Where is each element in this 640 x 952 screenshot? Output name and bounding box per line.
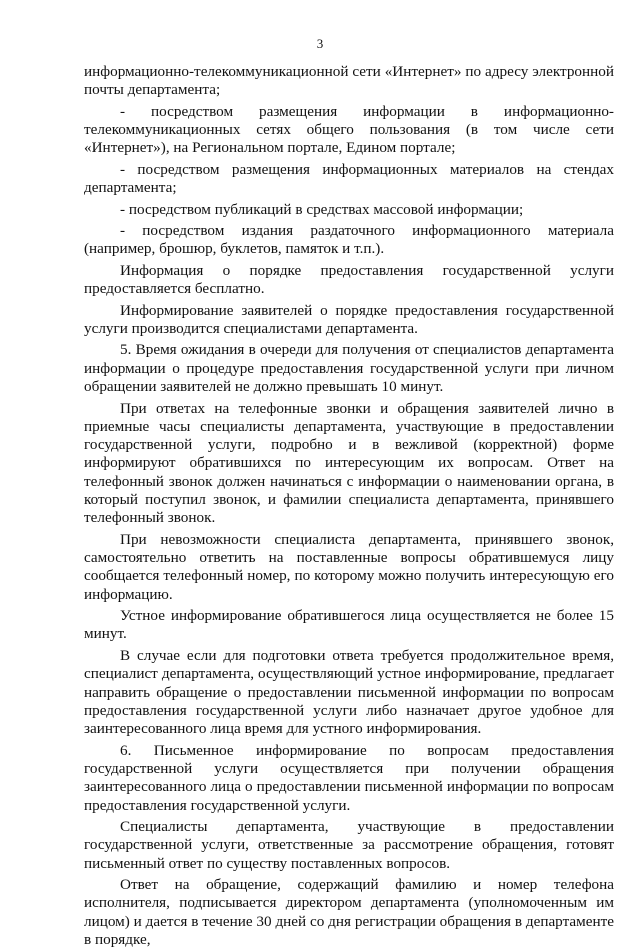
paragraph-bullet-stands: - посредством размещения информационных материалов на стендах департамента;	[84, 160, 614, 197]
paragraph-bullet-networks: - посредством размещения информации в информационно-телекоммуникационных сетях общего пользования (в том числе сети «Интернет»), на Региональном портале, Едином портале;	[84, 102, 614, 157]
paragraph-specialists-reply: Специалисты департамента, участвующие в предоставлении государственной услуги, ответственные за рассмотрение обращения, готовят письменный ответ по существу поставленных вопросов.	[84, 818, 614, 872]
paragraph-written-informing: 6. Письменное информирование по вопросам предоставления государственной услуги осуществляется при получении обращения заинтересованного лица о предоставлении письменной информации по вопросам предоставления государственной услуги.	[84, 741, 614, 814]
page-number: 3	[316, 36, 324, 51]
paragraph-internet-email: информационно-телекоммуникационной сети «Интернет» по адресу электронной почты департамента;	[84, 63, 614, 99]
paragraph-bullet-handouts: - посредством издания раздаточного информационного материала (например, брошюр, буклетов, памяток и т.п.).	[84, 222, 614, 258]
paragraph-oral-duration: Устное информирование обратившегося лица осуществляется не более 15 минут.	[84, 607, 614, 643]
paragraph-phone-answers: При ответах на телефонные звонки и обращения заявителей лично в приемные часы специалисты департамента, участвующие в предоставлении государственной услуги, подробно и в вежливой (корректной) форме информируют обратившихся по интересующим их вопросам. Ответ на телефонный звонок должен начинаться с информации о наименовании органа, в который поступил звонок, и фамилии специалиста департамента, принявшего телефонный звонок.	[84, 399, 614, 527]
paragraph-reply-signing: Ответ на обращение, содержащий фамилию и номер телефона исполнителя, подписывается директором департамента (уполномоченным им лицом) и дается в течение 30 дней со дня регистрации обращения в департаменте в порядке,	[84, 876, 614, 948]
paragraph-unable-to-answer: При невозможности специалиста департамента, принявшего звонок, самостоятельно ответить на поставленные вопросы обратившемуся лицу сообщается телефонный номер, по которому можно получить интересующую его информацию.	[84, 530, 614, 603]
paragraph-free-information: Информация о порядке предоставления государственной услуги предоставляется бесплатно.	[84, 261, 614, 298]
paragraph-queue-time: 5. Время ожидания в очереди для получения от специалистов департамента информации о процедуре предоставления государственной услуги при личном обращении заявителей не должно превышать 10 минут.	[84, 341, 614, 396]
paragraph-long-answer: В случае если для подготовки ответа требуется продолжительное время, специалист департамента, осуществляющий устное информирование, предлагает направить обращение о предоставлении письменной информации по вопросам предоставления государственной услуги либо назначает другое удобное для заинтересованного лица время для устного информирования.	[84, 646, 614, 738]
document-body	[84, 63, 614, 952]
paragraph-informing-specialists: Информирование заявителей о порядке предоставления государственной услуги производится специалистами департамента.	[84, 301, 614, 337]
paragraph-bullet-media: - посредством публикаций в средствах массовой информации;	[120, 200, 524, 218]
